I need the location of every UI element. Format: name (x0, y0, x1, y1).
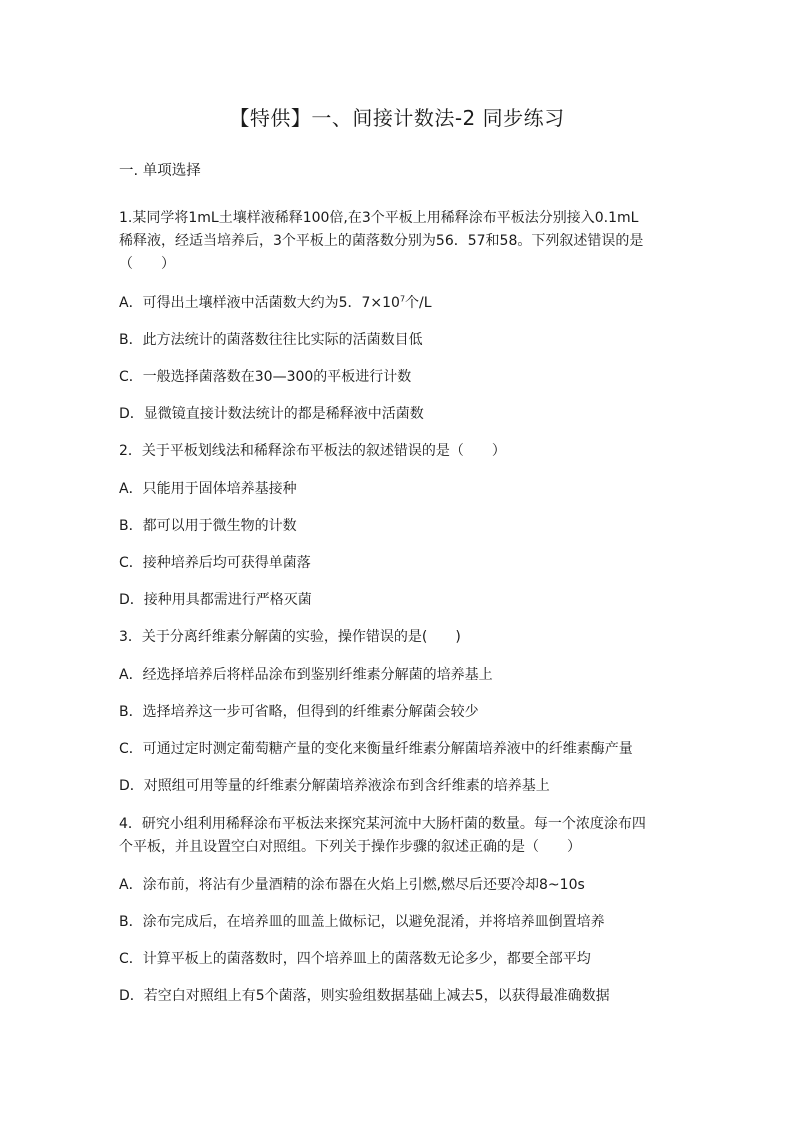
question-4-stem-line-2: 个平板，并且设置空白对照组。下列关于操作步骤的叙述正确的是（ ） (119, 839, 581, 855)
question-3-option-c: C．可通过定时测定葡萄糖产量的变化来衡量纤维素分解菌培养液中的纤维素酶产量 (119, 741, 633, 757)
question-4-option-c: C．计算平板上的菌落数时，四个培养皿上的菌落数无论多少，都要全部平均 (119, 951, 591, 967)
question-3-stem-line-1: 3．关于分离纤维素分解菌的实验，操作错误的是( ) (119, 629, 461, 645)
question-3-option-d: D．对照组可用等量的纤维素分解菌培养液涂布到含纤维素的培养基上 (119, 778, 550, 794)
question-1-stem-line-1: 1.某同学将1mL土壤样液稀释100倍,在3个平板上用稀释涂布平板法分别接入0.1mL (119, 210, 639, 226)
question-2-option-b: B．都可以用于微生物的计数 (119, 518, 297, 534)
question-1-option-a (119, 292, 432, 314)
question-2-option-c: C．接种培养后均可获得单菌落 (119, 555, 311, 571)
question-3-option-a: A．经选择培养后将样品涂布到鉴别纤维素分解菌的培养基上 (119, 667, 493, 683)
question-3-option-b: B．选择培养这一步可省略，但得到的纤维素分解菌会较少 (119, 704, 479, 720)
option-unit: 个/L (405, 295, 432, 311)
question-4-option-d: D．若空白对照组上有5个菌落，则实验组数据基础上减去5，以获得最准确数据 (119, 988, 610, 1004)
question-2-option-d: D．接种用具都需进行严格灭菌 (119, 592, 312, 608)
option-text: A．可得出土壤样液中活菌数大约为5．7×10 (119, 295, 400, 311)
question-1-option-c: C．一般选择菌落数在30—300的平板进行计数 (119, 369, 412, 385)
question-1-option-d: D．显微镜直接计数法统计的都是稀释液中活菌数 (119, 406, 424, 422)
section-heading: 一. 单项选择 (119, 163, 201, 179)
exponent: 7 (399, 294, 406, 304)
question-4-option-a: A．涂布前，将沾有少量酒精的涂布器在火焰上引燃,燃尽后还要冷却8~10s (119, 877, 585, 893)
question-4-stem-line-1: 4．研究小组利用稀释涂布平板法来探究某河流中大肠杆菌的数量。每一个浓度涂布四 (119, 816, 646, 832)
question-4-option-b: B．涂布完成后，在培养皿的皿盖上做标记，以避免混淆，并将培养皿倒置培养 (119, 914, 605, 930)
document-title: 【特供】一、间接计数法-2 同步练习 (229, 106, 565, 130)
question-1-stem-line-2: 稀释液，经适当培养后，3个平板上的菌落数分别为56．57和58。下列叙述错误的是 (119, 233, 644, 249)
question-1-option-b: B．此方法统计的菌落数往往比实际的活菌数目低 (119, 332, 423, 348)
question-2-stem-line-1: 2．关于平板划线法和稀释涂布平板法的叙述错误的是（ ） (119, 443, 506, 459)
question-2-option-a: A．只能用于固体培养基接种 (119, 481, 297, 497)
question-1-stem-line-3: （ ） (119, 256, 175, 272)
